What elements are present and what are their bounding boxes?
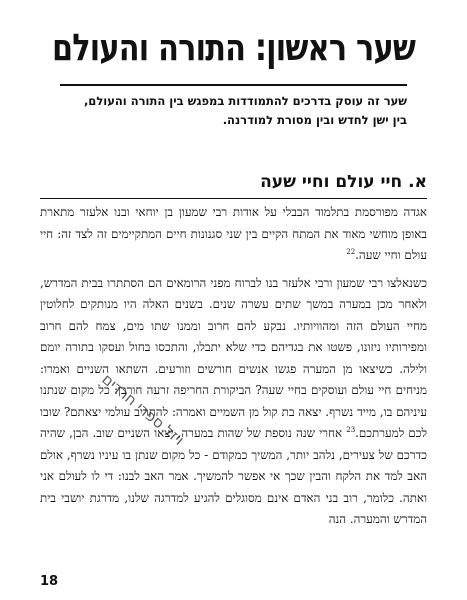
chapter-title: שער ראשון: התורה והעולם (51, 26, 416, 69)
section-divider (40, 198, 427, 199)
paragraph (40, 202, 427, 267)
title-divider (60, 84, 407, 86)
intro-line: בין ישן לחדש ובין מסורת למודרנה. (222, 113, 407, 127)
paragraph (40, 273, 427, 531)
intro-line: שער זה עוסק בדרכים להתמודדות במפגש בין התורה והעולם, (83, 94, 407, 108)
page-number: 18 (40, 574, 59, 589)
section-heading: א. חיי עולם וחיי שעה (260, 172, 427, 192)
paragraph-text: אחרי שנה נוספת של שהות במערה, יצאו השניים שוב. הבן, שהיה כדרכם של צעירים, נלהב יותר, המשיך כמקודם - כל מקום שנתן בו עיניו נשרף, אולם האב למד את הלקח והבין שכך אי אפשר להמשיך. אמר האב לבנו: די לו לעולם אני ואתה. כלומר, רוב בני האדם אינם מסוגלים להגיע למדרגה שלנו, מדרגת יושבי בית המדרש והמערה. הנה (40, 426, 427, 526)
paragraph-text: כשנאלצו רבי שמעון ורבי אלעזר בנו לברוח מפני הרומאים הם הסתתרו בבית המדרש, ולאחר מכן במערה במשך שתים עשרה שנים. בשנים האלה היו מנותקים לחלוטין מחיי העולם הזה ומהוויותיו. נבקע להם חרוב וממנו שתו מים, צמח להם חרוב ומפירותיו ניזונו, פשטו את בגדיהם כדי שלא יתבלו, והתכסו בחול ועסקו בתורה יומם ולילה. כשיצאו מן המערה פגשו אנשים חורשים וזורעים. השתאו השניים ואמרו: מניחים חיי עולם ועוסקים בחיי שעה? הביקורת החריפה זרעה חורבן: כל מקום שנתנו עיניהם בו, מייד נשרף. יצאה בת קול מן השמיים ואמרה: להחריב עולמי יצאתם? שובו לכם למערתכם. (40, 275, 427, 440)
footnote-marker: 23 (346, 426, 356, 435)
watermark-stamp: ויזל ספרי חרדים (98, 370, 188, 449)
chapter-intro (60, 92, 407, 130)
footnote-marker: 22 (346, 248, 356, 257)
paragraph-text: אגדה מפורסמת בתלמוד הבבלי על אודות רבי שמעון בן יוחאי ובנו אלעזר מתארת באופן מוחשי מאוד את המתח הקיים בין שני סגנונות חיים המתקיימים זה לצד זה: חיי עולם וחיי שעה. (40, 205, 427, 262)
body-text (40, 202, 427, 531)
